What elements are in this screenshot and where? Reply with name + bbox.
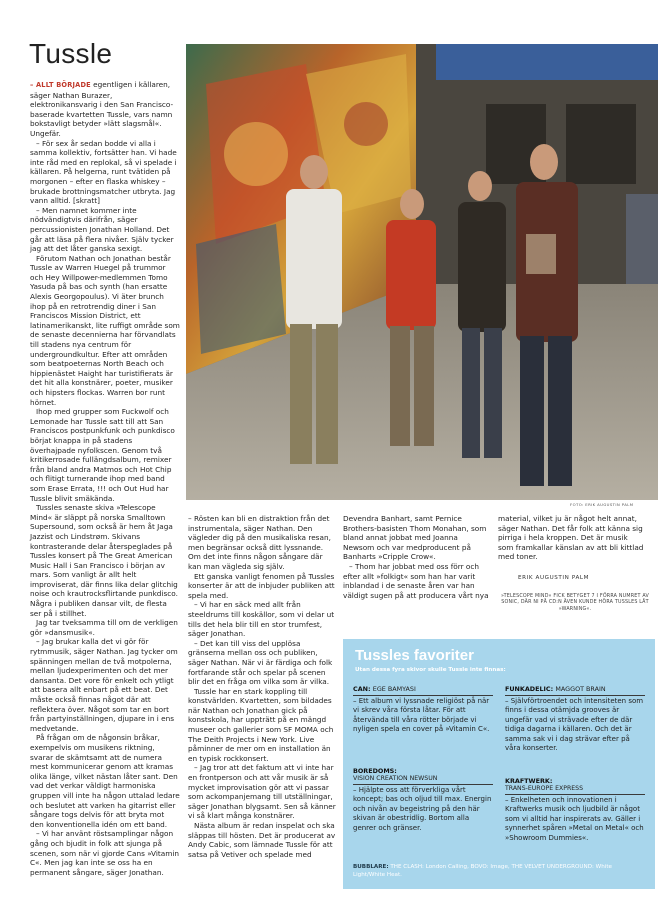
- favorite-text: – Hjälpte oss att förverkliga vårt koncept; bas och oljud till max. Energin och nivån av begeistring på den här skivan är obestridlig. Bortom alla genrer och gränser.: [353, 786, 492, 832]
- favorite-artist: FUNKADELIC:: [505, 685, 554, 693]
- paragraph: Devendra Banhart, samt Pernice Brothers-basisten Thom Monahan, som bland annat jobbat med Joanna Newsom och var medproducent på Banharts »Cripple Crow«.: [343, 514, 487, 562]
- favorite-album: TRANS-EUROPE EXPRESS: [505, 785, 584, 792]
- paragraph: – Vi har använt röstsamplingar någon gång och bjudit in folk att sjunga på scenen, som när vi gjorde Cans »Vitamin C«. Men jag kan inte se oss ha en permanent sångare, säger Jonathan.: [30, 829, 179, 877]
- paragraph: På frågan om de någonsin bråkar, exempelvis om musikens riktning, svarar de skämtsamt att de numera mest kommunicerar genom att kramas olika länge, vilket nästan låter sant. Den vad det verkar väldigt harmoniska gruppen vill inte ha någon uttalad ledare och beslutet att varken ha gitarrist eller sångare togs delvis för att bryta mot den konventionella idén om ett band.: [30, 733, 180, 829]
- favorite-artist: BOREDOMS:: [353, 767, 397, 775]
- paragraph: – Det kan till viss del upplösa gränserna mellan oss och publiken, säger Nathan. När vi är färdiga och folk fortfarande står och spelar på scenen blir det en fråga om vilka som är vilka.: [188, 638, 333, 687]
- paragraph-text: egentligen i källaren, säger Nathan Burazer, elektronikansvarig i den San Francisco-baserade kvartetten Tussle, vars namn bokstavligt betyder »lätt slagsmål«. Ungefär.: [30, 80, 174, 138]
- paragraph: Ihop med grupper som Fuckwolf och Lemonade har Tussle satt till att San Franciscos postpunkfunk och punkdisco börjat knappa in på stadens överhajpade nyfolkscen. Genom två kritikerrosade fullängdsalbum, remixer från bland andra Matmos och Hot Chip och flitigt turnerande ihop med band som Erase Errata, !!! och Out Hud har Tussle blivit smäkända.: [30, 407, 175, 503]
- paragraph: – Thom har jobbat med oss förr och efter allt »folkigt« som han har varit inblandad i de senaste åren var han väldigt sugen på att producera vårt nya: [343, 561, 489, 600]
- paragraph: – Jag tror att det faktum att vi inte har en frontperson och att vår musik är så mycket improvisation gör att vi passar som ackompanjemang till utställningar, säger Jonathan blygsamt. Sen så känner vi så klart många konstnärer.: [188, 763, 336, 821]
- lead-label: – ALLT BÖRJADE: [30, 81, 91, 89]
- paragraph: material, vilket ju är något helt annat, säger Nathan. Det får folk att känna sig pirriga i hela kroppen. Det är musik som framkallar känslan av att bli kittlad med toner.: [498, 514, 644, 562]
- favorite-heading: [505, 685, 645, 693]
- band-photo-illustration: [186, 44, 658, 500]
- author-signature: ERIK AUGUSTIN PALM: [518, 575, 590, 581]
- article-column-3: [343, 514, 489, 600]
- favorites-title: Tussles favoriter: [355, 647, 474, 664]
- favorite-text: – Ett album vi lyssnade religiöst på när vi skrev våra första låtar. För att återvända till våra rötter började vi nyligen spela en cover på »Vitamin C«.: [353, 697, 490, 734]
- paragraph: Förutom Nathan och Jonathan består Tussle av Warren Huegel på trummor och Hey Willpower-medlemmen Tomo Yasuda på bas och synth (han ersatte Alexis Georgopoulus). Vi äter brunch ihop på en retrotrendig diner i San Franciscos Mission District, ett latinamerikanskt, lite ruffigt område som de senaste decennierna har förvandlats till stadens nya centrum för undergroundkultur. Efter att områden som beatpoeternas North Beach och hippienästet Haight har turistifierats är det hit alla konstnärer, poeter, musiker och hipsters flockas. Warren bor runt hörnet.: [30, 253, 180, 407]
- divider: [353, 784, 493, 785]
- favorites-box: [343, 639, 655, 889]
- favorite-artist: CAN:: [353, 685, 371, 693]
- paragraph: – Vi har en säck med allt från steeldrums till koskällor, som vi delar ut tills det hela blir till en stor trumfest, säger Jonathan.: [188, 600, 335, 639]
- favorite-album: EGE BAMYASI: [372, 685, 416, 693]
- article-column-4: [498, 514, 644, 562]
- bubblare-label: BUBBLARE:: [353, 864, 389, 870]
- favorite-text: – Självförtroendet och intensiteten som finns i dessa otämjda grooves är ungefär vad vi strävade efter de där tidiga dagarna i källaren. Och det är samma sak vi i dag strävar efter på våra konserter.: [505, 697, 644, 753]
- favorite-entry: [505, 685, 645, 753]
- favorite-entry: [353, 685, 493, 735]
- divider: [353, 695, 493, 696]
- bubblare-line: [353, 863, 645, 879]
- paragraph: Tussles senaste skiva »Telescope Mind« är släppt på norska Smalltown Supersound, som också är hem åt Jaga Jazzist och Lindstrøm. Skivans kontrasterande delar återspeglades på Tussles konsert på The Great American Music Hall i San Francisco i början av mars. Som vanligt är allt helt improviserat, där finns lika delar glitchig noise och krautrocksflirtande punkdisco. Några i publiken dansar vilt, de flesta ser på i stillhet.: [30, 503, 178, 618]
- article-column-2: [188, 514, 338, 859]
- favorite-text: – Enkelheten och innovationen i Kraftwerks musik och ljudbild är något som vi alltid har inspirerats av. Gäller i synnerhet spåren »Metal on Metal« och »Showroom Dummies«.: [505, 796, 644, 842]
- favorite-heading: [353, 685, 493, 693]
- favorites-subtitle: Utan dessa fyra skivor skulle Tussle inte finnas:: [355, 667, 506, 673]
- paragraph: – Jag brukar kalla det vi gör för rytmmusik, säger Nathan. Jag tycker om spänningen mellan de två motpolerna, mellan ljudexperimenten och det mer dansanta. Det vore för enkelt och ytligt att basera allt enbart på ett beat. Det måste också finnas något där att reflektera över. Något som tar en bort från partyinställningen, djupare in i ens medvetande.: [30, 637, 178, 733]
- paragraph: – För sex år sedan bodde vi alla i samma kollektiv, fortsätter han. Vi hade inte råd med en replokal, så vi spelade i källaren. På helgerna, runt tvätiden på morgonen – efter en flaska whiskey – brukade brottningsmatcher utbryta. Jag vann alltid. [skratt]: [30, 138, 177, 206]
- paragraph: Ett ganska vanligt fenomen på Tussles konserter är att de inbjuder publiken att spela med.: [188, 571, 335, 600]
- paragraph: – Rösten kan bli en distraktion från det instrumentala, säger Nathan. Den vägleder dig på den musikaliska resan, men begränsar också ditt lyssnande. Om det inte finns någon sångare där kan man vägleda sig själv.: [188, 514, 331, 571]
- article-column-1: [30, 80, 180, 877]
- band-photo: [186, 44, 658, 500]
- favorite-entry: [353, 767, 493, 833]
- favorite-entry: [505, 777, 645, 843]
- favorite-album: MAGGOT BRAIN: [555, 685, 606, 693]
- photo-caption: »TELESCOPE MIND« FICK BETYGET 7 I FÖRRA NUMRET AV SONIC, DÄR NI PÅ CD:N ÄVEN KUNDE HÖRA TUSSLES LÅT »WARNING«.: [500, 594, 649, 612]
- favorite-artist: KRAFTWERK:: [505, 777, 553, 785]
- paragraph: Nästa album är redan inspelat och ska släppas till hösten. Det är producerat av Andy Cabic, som lämnade Tussle för att satsa på Vetiver och spelade med: [188, 821, 336, 859]
- paragraph: Jag tar tveksamma till om de verkligen gör »dansmusik«.: [30, 618, 178, 637]
- paragraph: Tussle har en stark koppling till konstvärlden. Kvartetten, som bildades när Nathan och Jonathan gick på konstskola, har uppträtt på en mängd museer och gallerier som SF MOMA och The Deith Projects i New York. Live påminner de mer om en installation än en typisk rockkonsert.: [188, 686, 334, 763]
- paragraph: [30, 80, 180, 139]
- photo-credit: FOTO: ERIK AUGUSTIN PALM: [570, 502, 634, 507]
- divider: [505, 794, 645, 795]
- paragraph: – Men namnet kommer inte nödvändigtvis därifrån, säger percussionisten Jonathan Holland. Det går att läsa på flera nivåer. Själv tycker jag att det låter ganska sexigt.: [30, 205, 174, 254]
- favorite-album: VISION CREATION NEWSUN: [353, 775, 438, 782]
- divider: [505, 695, 645, 696]
- bubblare-text: THE CLASH: London Calling, BOVO: Image, THE VELVET UNDERGROUND: White Light/White Heat.: [353, 864, 612, 878]
- article-title: Tussle: [29, 38, 113, 69]
